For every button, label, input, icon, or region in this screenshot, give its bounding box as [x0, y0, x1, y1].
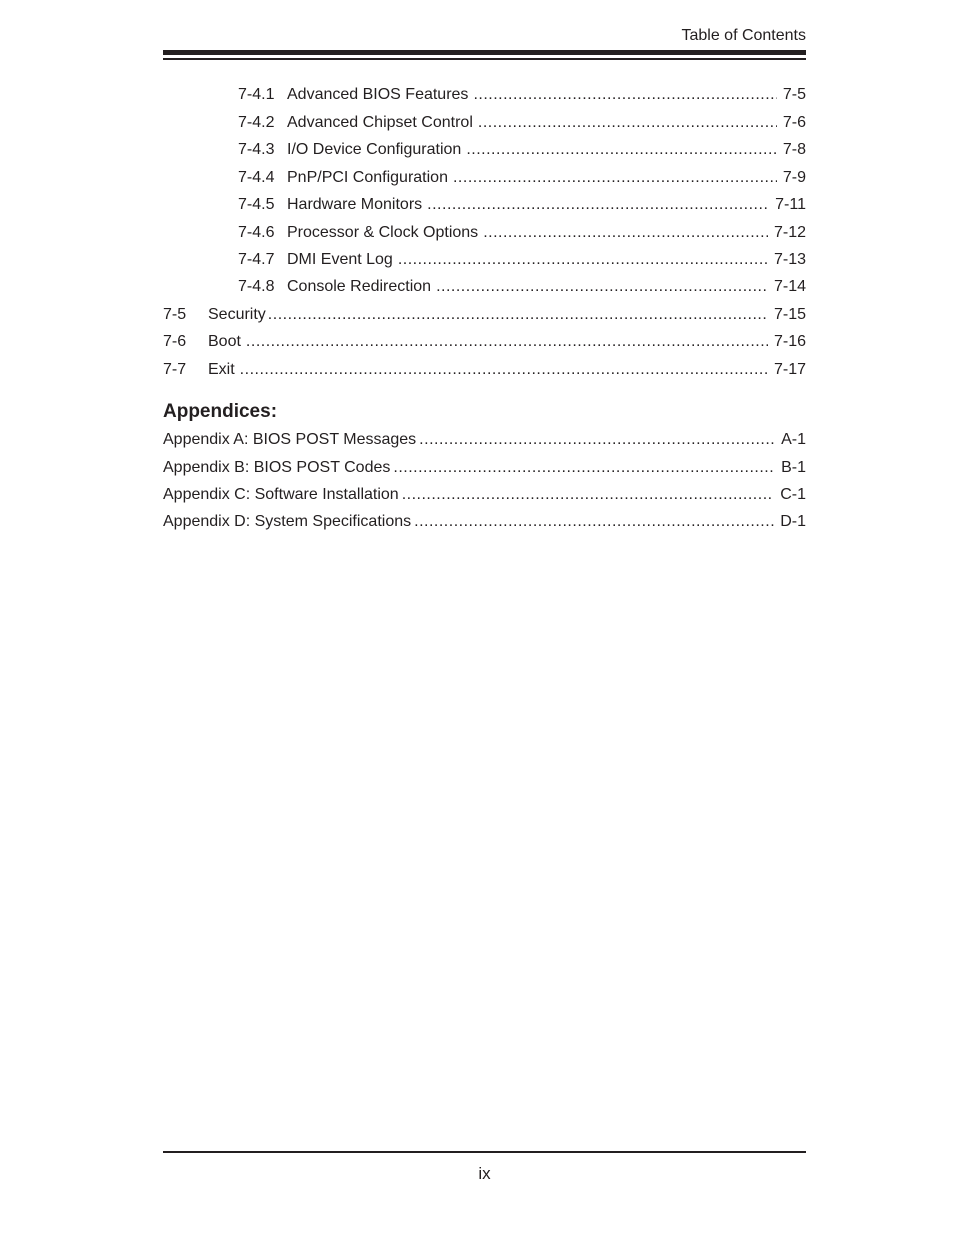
entry-title: Advanced BIOS Features — [287, 86, 469, 103]
entry-page: B-1 — [781, 459, 806, 476]
dot-leader — [414, 511, 774, 533]
toc-entry[interactable] — [163, 249, 806, 271]
toc-entry[interactable] — [163, 167, 806, 189]
header-rule-thin — [163, 58, 806, 60]
entry-number: 7-4.2 — [238, 114, 275, 131]
entry-page: 7-13 — [773, 251, 806, 268]
entry-title: Security — [208, 306, 266, 323]
entry-page: 7-14 — [773, 278, 806, 295]
footer-rule — [163, 1151, 806, 1153]
entry-title: Boot — [208, 333, 241, 350]
toc-entry[interactable] — [163, 194, 806, 216]
entry-title: I/O Device Configuration — [287, 141, 462, 158]
entry-page: A-1 — [781, 431, 806, 448]
entry-page: 7-16 — [773, 333, 806, 350]
entry-title: Processor & Clock Options — [287, 224, 479, 241]
toc-entry[interactable] — [163, 511, 806, 533]
dot-leader — [453, 167, 777, 189]
entry-title: Exit — [208, 361, 235, 378]
toc-entry[interactable] — [163, 331, 806, 353]
dot-leader — [402, 484, 775, 506]
dot-leader — [466, 139, 777, 161]
entry-page: C-1 — [780, 486, 806, 503]
entry-number: 7-4.8 — [238, 278, 275, 295]
entry-page: 7-15 — [773, 306, 806, 323]
entry-page: 7-17 — [773, 361, 806, 378]
entry-number: 7-7 — [163, 361, 187, 378]
entry-page: 7-8 — [782, 141, 806, 158]
dot-leader — [240, 359, 768, 381]
entry-title: Appendix C: Software Installation — [163, 486, 399, 503]
entry-title: DMI Event Log — [287, 251, 393, 268]
entry-title: Hardware Monitors — [287, 196, 423, 213]
entry-title: Appendix B: BIOS POST Codes — [163, 459, 391, 476]
dot-leader — [393, 457, 775, 479]
dot-leader — [473, 84, 776, 106]
entry-title: Console Redirection — [287, 278, 432, 295]
entry-title: Appendix A: BIOS POST Messages — [163, 431, 417, 448]
appendices-heading: Appendices: — [163, 401, 278, 422]
toc-entry[interactable] — [163, 304, 806, 326]
dot-leader — [246, 331, 768, 353]
entry-page: D-1 — [780, 513, 806, 530]
entry-page: 7-12 — [773, 224, 806, 241]
entry-page: 7-5 — [782, 86, 806, 103]
entry-number: 7-5 — [163, 306, 187, 323]
dot-leader — [268, 304, 768, 326]
entry-number: 7-4.7 — [238, 251, 275, 268]
entry-page: 7-6 — [782, 114, 806, 131]
toc-entry[interactable] — [163, 457, 806, 479]
dot-leader — [478, 112, 777, 134]
entry-number: 7-6 — [163, 333, 187, 350]
dot-leader — [436, 276, 768, 298]
entry-number: 7-4.6 — [238, 224, 275, 241]
entry-page: 7-9 — [782, 169, 806, 186]
toc-entry[interactable] — [163, 359, 806, 381]
entry-title: Appendix D: System Specifications — [163, 513, 412, 530]
toc-entry[interactable] — [163, 112, 806, 134]
entry-page: 7-11 — [775, 196, 806, 213]
toc-entry[interactable] — [163, 484, 806, 506]
toc-entry[interactable] — [163, 139, 806, 161]
page-number: ix — [478, 1164, 491, 1183]
entry-number: 7-4.3 — [238, 141, 275, 158]
entry-title: PnP/PCI Configuration — [287, 169, 448, 186]
dot-leader — [419, 429, 775, 451]
dot-leader — [398, 249, 768, 271]
entry-number: 7-4.4 — [238, 169, 275, 186]
entry-number: 7-4.1 — [238, 86, 275, 103]
dot-leader — [483, 222, 768, 244]
dot-leader — [427, 194, 769, 216]
toc-entry[interactable] — [163, 276, 806, 298]
toc-entry[interactable] — [163, 429, 806, 451]
entry-number: 7-4.5 — [238, 196, 275, 213]
entry-title: Advanced Chipset Control — [287, 114, 473, 131]
toc-entry[interactable] — [163, 84, 806, 106]
header-rule-thick — [163, 50, 806, 55]
running-header: Table of Contents — [681, 27, 806, 44]
toc-entry[interactable] — [163, 222, 806, 244]
